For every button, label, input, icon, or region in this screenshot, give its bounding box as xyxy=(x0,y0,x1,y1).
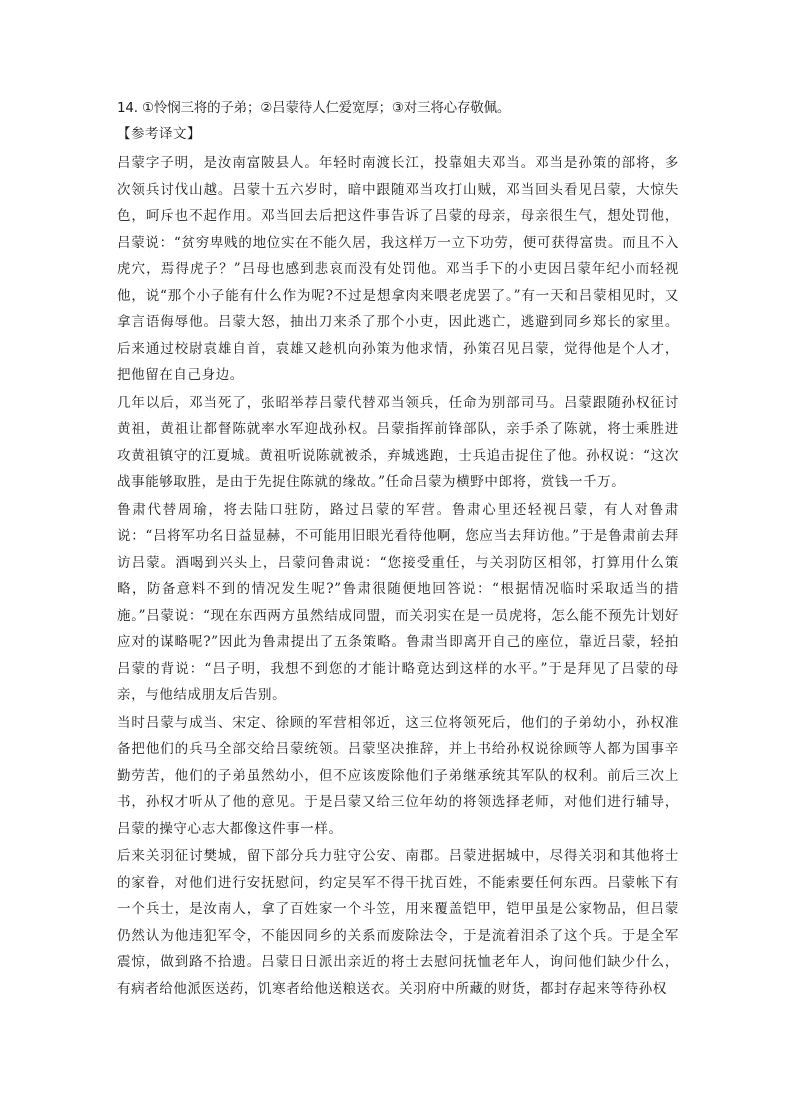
reference-translation-heading: 【参考译文】 xyxy=(117,126,201,142)
translation-paragraph-5: 后来关羽征讨樊城，留下部分兵力驻守公安、南郡。吕蒙进据城中，尽得关羽和其他将士的家眷，对他们进行安抚慰问，约定吴军不得干扰百姓，不能索要任何东西。吕蒙帐下有一个兵士，是汝南人，拿了百姓家一个斗笠，用来覆盖铠甲，铠甲虽是公家物品，但吕蒙仍然认为他违犯军令，不能因同乡的关系而废除法令，于是流着泪杀了这个兵。于是全军震惊，做到路不拾遗。吕蒙日日派出亲近的将士去慰问抚恤老年人，询问他们缺少什么，有病者给他派医送药，饥寒者给他送粮送衣。关羽府中所藏的财货，都封存起来等待孙权 xyxy=(117,848,679,997)
translation-paragraph-1: 吕蒙字子明，是汝南富陂县人。年轻时南渡长江，投靠姐夫邓当。邓当是孙策的部将，多次领兵讨伐山越。吕蒙十五六岁时，暗中跟随邓当攻打山贼，邓当回头看见吕蒙，大惊失色，呵斥也不起作用。邓当回去后把这件事告诉了吕蒙的母亲，母亲很生气，想处罚他，吕蒙说：“贫穷卑贱的地位实在不能久居，我这样万一立下功劳，便可获得富贵。而且不入虎穴，焉得虎子？”吕母也感到悲哀而没有处罚他。邓当手下的小吏因吕蒙年纪小而轻视他，说“那个小子能有什么作为呢?不过是想拿肉来喂老虎罢了。”有一天和吕蒙相见时，又拿言语侮辱他。吕蒙大怒，抽出刀来杀了那个小吏，因此逃亡，逃避到同乡郑长的家里。后来通过校尉袁雄自首，袁雄又趁机向孙策为他求情，孙策召见吕蒙，觉得他是个人才，把他留在自己身边。 xyxy=(117,155,679,383)
translation-paragraph-2: 几年以后，邓当死了，张昭举荐吕蒙代替邓当领兵，任命为别部司马。吕蒙跟随孙权征讨黄祖，黄祖让都督陈就率水军迎战孙权。吕蒙指挥前锋部队，亲手杀了陈就，将士乘胜进攻黄祖镇守的江夏城。黄祖听说陈就被杀，弃城逃跑，士兵追击捉住了他。孙权说：“这次战事能够取胜，是由于先捉住陈就的缘故。”任命吕蒙为横野中郎将，赏钱一千万。 xyxy=(117,394,679,490)
answer-14: 14. ①怜悯三将的子弟；②吕蒙待人仁爱宽厚；③对三将心存敬佩。 xyxy=(117,100,511,116)
document-page xyxy=(117,98,679,1002)
translation-paragraph-4: 当时吕蒙与成当、宋定、徐顾的军营相邻近，这三位将领死后，他们的子弟幼小，孙权准备把他们的兵马全部交给吕蒙统领。吕蒙坚决推辞，并上书给孙权说徐顾等人都为国事辛勤劳苦，他们的子弟虽然幼小，但不应该废除他们子弟继承统其军队的权利。前后三次上书，孙权才听从了他的意见。于是吕蒙又给三位年幼的将领选择老师，对他们进行辅导，吕蒙的操守心志大都像这件事一样。 xyxy=(117,714,679,837)
translation-paragraph-3: 鲁肃代替周瑜，将去陆口驻防，路过吕蒙的军营。鲁肃心里还轻视吕蒙，有人对鲁肃说：“吕将军功名日益显赫，不可能用旧眼光看待他啊，您应当去拜访他。”于是鲁肃前去拜访吕蒙。酒喝到兴头上，吕蒙问鲁肃说：“您接受重任，与关羽防区相邻，打算用什么策略，防备意料不到的情况发生呢?”鲁肃很随便地回答说：“根据情况临时采取适当的措施。”吕蒙说：“现在东西两方虽然结成同盟，而关羽实在是一员虎将，怎么能不预先计划好应对的谋略呢?”因此为鲁肃提出了五条策略。鲁肃当即离开自己的座位，靠近吕蒙，轻拍吕蒙的背说：“吕子明，我想不到您的才能计略竟达到这样的水平。”于是拜见了吕蒙的母亲，与他结成朋友后告别。 xyxy=(117,501,679,703)
